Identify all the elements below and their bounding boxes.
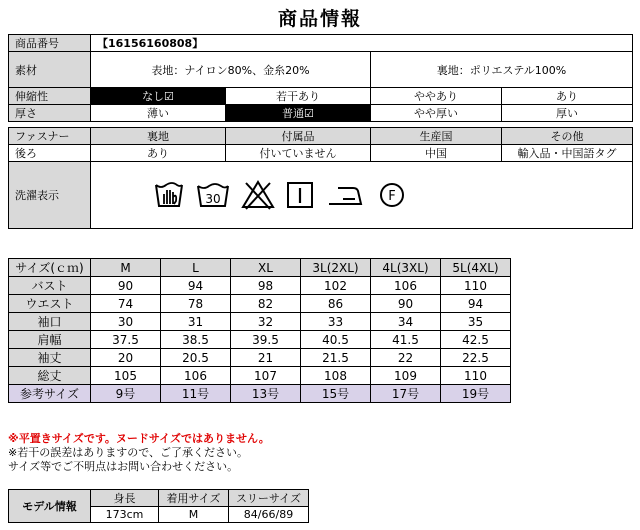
iron-low-icon xyxy=(325,179,367,211)
size-cell: 30 xyxy=(91,313,161,331)
size-cell: 22 xyxy=(371,349,441,367)
size-cell: 21 xyxy=(231,349,301,367)
svg-text:F: F xyxy=(388,189,396,204)
thickness-option-normal: 普通☑ xyxy=(226,105,371,122)
size-notes xyxy=(8,432,270,474)
size-row xyxy=(9,295,511,313)
spec-header-country: 生産国 xyxy=(371,128,502,145)
spec-value-fastener: 後ろ xyxy=(9,145,91,162)
reference-size-cell: 19号 xyxy=(441,385,511,403)
spec-header-accessories: 付属品 xyxy=(226,128,371,145)
drip-dry-icon xyxy=(285,179,315,211)
size-row xyxy=(9,313,511,331)
spec-value-country: 中国 xyxy=(371,145,502,162)
size-cell: 21.5 xyxy=(301,349,371,367)
stretch-option-none: なし☑ xyxy=(91,88,226,105)
stretch-option-slight: 若干あり xyxy=(226,88,371,105)
size-row-label: 袖丈 xyxy=(9,349,91,367)
size-row-label: バスト xyxy=(9,277,91,295)
size-cell: 102 xyxy=(301,277,371,295)
thickness-option-thin: 薄い xyxy=(91,105,226,122)
size-cell: 109 xyxy=(371,367,441,385)
size-header-row xyxy=(9,259,511,277)
stretch-label: 伸縮性 xyxy=(9,88,91,105)
stretch-option-somewhat: ややあり xyxy=(371,88,502,105)
spec-header-fastener: ファスナー xyxy=(9,128,91,145)
size-cell: 86 xyxy=(301,295,371,313)
size-cell: 94 xyxy=(441,295,511,313)
hand-wash-icon xyxy=(153,179,185,211)
size-header-cell: 5L(4XL) xyxy=(441,259,511,277)
svg-text:30: 30 xyxy=(205,192,221,206)
size-cell: 98 xyxy=(231,277,301,295)
size-header-cell: 3L(2XL) xyxy=(301,259,371,277)
size-cell: 110 xyxy=(441,367,511,385)
size-cell: 106 xyxy=(161,367,231,385)
care-label: 洗濯表示 xyxy=(9,162,91,229)
reference-size-cell: 17号 xyxy=(371,385,441,403)
tolerance-note: ※若干の誤差はありますので、ご了承ください。 xyxy=(8,446,248,459)
size-row xyxy=(9,277,511,295)
model-size: M xyxy=(159,507,229,523)
spec-value-lining: あり xyxy=(91,145,226,162)
no-bleach-icon xyxy=(241,179,275,211)
size-cell: 20.5 xyxy=(161,349,231,367)
material-lining: 裏地：ポリエステル100% xyxy=(371,52,633,88)
size-row-label: 袖口 xyxy=(9,313,91,331)
spec-value-accessories: 付いていません xyxy=(226,145,371,162)
size-cell: 42.5 xyxy=(441,331,511,349)
product-number-value: 【16156160808】 xyxy=(91,35,633,52)
size-cell: 107 xyxy=(231,367,301,385)
model-header-measurements: スリーサイズ xyxy=(229,490,309,507)
size-row xyxy=(9,349,511,367)
model-info-table xyxy=(8,489,309,523)
size-table xyxy=(8,258,511,403)
size-cell: 90 xyxy=(91,277,161,295)
size-row-label: 総丈 xyxy=(9,367,91,385)
reference-size-cell: 13号 xyxy=(231,385,301,403)
material-label: 素材 xyxy=(9,52,91,88)
reference-size-cell: 9号 xyxy=(91,385,161,403)
size-row-label: ウエスト xyxy=(9,295,91,313)
model-info-label: モデル情報 xyxy=(9,490,91,523)
size-header-cell: M xyxy=(91,259,161,277)
size-row xyxy=(9,367,511,385)
size-cell: 20 xyxy=(91,349,161,367)
size-cell: 110 xyxy=(441,277,511,295)
size-cell: 39.5 xyxy=(231,331,301,349)
size-cell: 105 xyxy=(91,367,161,385)
size-cell: 82 xyxy=(231,295,301,313)
material-outer: 表地：ナイロン80%、金糸20% xyxy=(91,52,371,88)
thickness-label: 厚さ xyxy=(9,105,91,122)
size-cell: 90 xyxy=(371,295,441,313)
size-cell: 33 xyxy=(301,313,371,331)
spec-header-lining: 裏地 xyxy=(91,128,226,145)
size-cell: 78 xyxy=(161,295,231,313)
size-cell: 32 xyxy=(231,313,301,331)
inquiry-note: サイズ等でご不明点はお問い合わせください。 xyxy=(8,460,239,473)
size-cell: 34 xyxy=(371,313,441,331)
thickness-option-thick: 厚い xyxy=(502,105,633,122)
dry-clean-f-icon xyxy=(377,179,407,211)
size-header-label: サイズ(ｃｍ) xyxy=(9,259,91,277)
size-cell: 35 xyxy=(441,313,511,331)
care-symbols xyxy=(91,162,633,229)
product-number-label: 商品番号 xyxy=(9,35,91,52)
thickness-option-somewhat-thick: やや厚い xyxy=(371,105,502,122)
size-cell: 22.5 xyxy=(441,349,511,367)
size-cell: 106 xyxy=(371,277,441,295)
reference-size-cell: 11号 xyxy=(161,385,231,403)
size-header-cell: XL xyxy=(231,259,301,277)
model-measurements: 84/66/89 xyxy=(229,507,309,523)
page-title: 商品情報 xyxy=(277,8,362,30)
reference-size-row xyxy=(9,385,511,403)
size-row xyxy=(9,331,511,349)
flat-measurement-warning: ※平置きサイズです。ヌードサイズではありません。 xyxy=(8,432,270,445)
model-header-size: 着用サイズ xyxy=(159,490,229,507)
reference-size-cell: 15号 xyxy=(301,385,371,403)
size-row-label: 肩幅 xyxy=(9,331,91,349)
size-cell: 74 xyxy=(91,295,161,313)
size-header-cell: 4L(3XL) xyxy=(371,259,441,277)
spec-header-other: その他 xyxy=(502,128,633,145)
size-cell: 41.5 xyxy=(371,331,441,349)
product-info-table xyxy=(8,34,633,229)
size-cell: 108 xyxy=(301,367,371,385)
size-cell: 38.5 xyxy=(161,331,231,349)
size-header-cell: L xyxy=(161,259,231,277)
wash-30-icon xyxy=(195,179,231,211)
size-cell: 94 xyxy=(161,277,231,295)
model-header-height: 身長 xyxy=(91,490,159,507)
size-cell: 40.5 xyxy=(301,331,371,349)
stretch-option-yes: あり xyxy=(502,88,633,105)
reference-size-label: 参考サイズ xyxy=(9,385,91,403)
size-cell: 37.5 xyxy=(91,331,161,349)
spec-value-other: 輸入品・中国語タグ xyxy=(502,145,633,162)
model-height: 173cm xyxy=(91,507,159,523)
size-cell: 31 xyxy=(161,313,231,331)
